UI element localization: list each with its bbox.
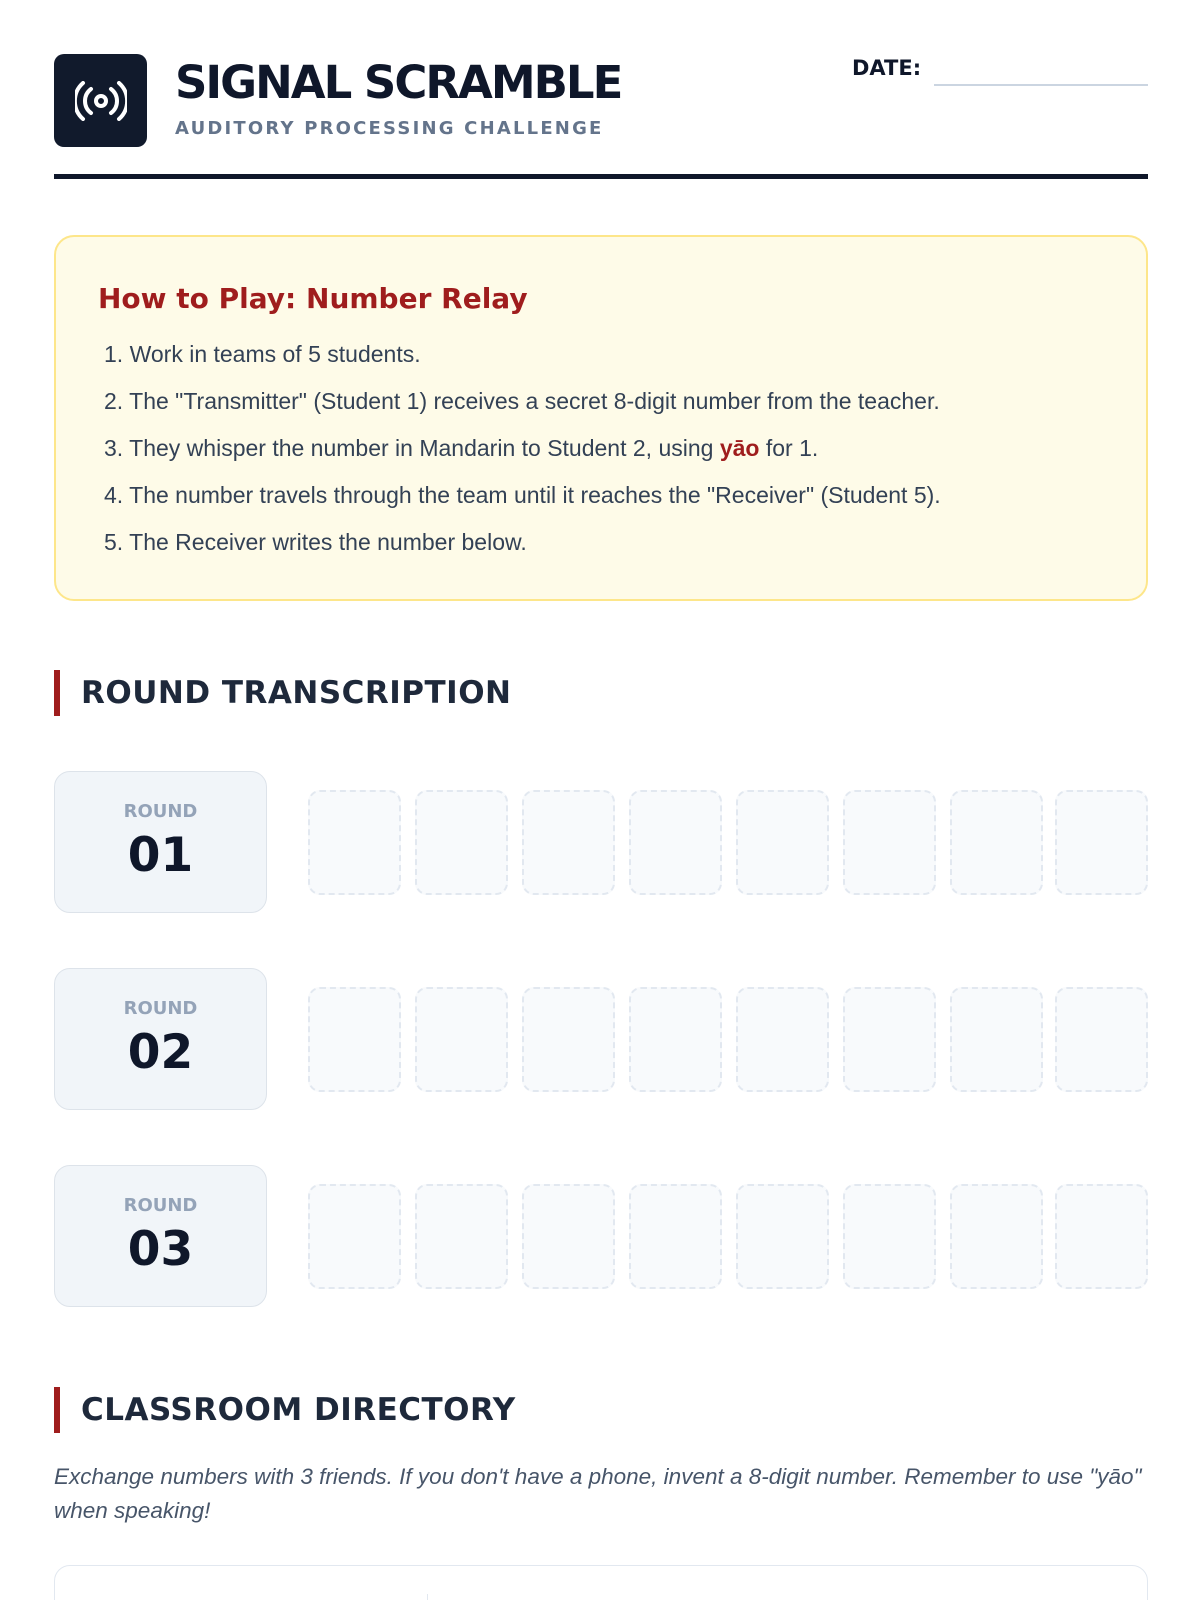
digit-box[interactable] bbox=[843, 790, 936, 895]
digit-box[interactable] bbox=[308, 790, 401, 895]
digit-box[interactable] bbox=[522, 1184, 615, 1289]
round-card bbox=[54, 771, 267, 913]
digit-box[interactable] bbox=[1055, 987, 1148, 1092]
digit-box[interactable] bbox=[950, 1184, 1043, 1289]
date-label: DATE: bbox=[852, 56, 922, 80]
instruction-list bbox=[104, 341, 941, 576]
digit-box[interactable] bbox=[1055, 790, 1148, 895]
worksheet-page bbox=[54, 0, 1148, 1600]
page-subtitle: AUDITORY PROCESSING CHALLENGE bbox=[175, 118, 604, 139]
digit-box[interactable] bbox=[415, 790, 508, 895]
round-number: 02 bbox=[127, 1025, 194, 1080]
digit-box[interactable] bbox=[736, 1184, 829, 1289]
broadcast-icon bbox=[75, 81, 127, 121]
directory-instructions: Exchange numbers with 3 friends. If you don't have a phone, invent a 8-digit number. Remember to use "yāo" when speaking! bbox=[54, 1464, 1142, 1523]
round-row bbox=[54, 968, 1148, 1110]
instruction-step: 5. The Receiver writes the number below. bbox=[104, 529, 527, 555]
section-title: ROUND TRANSCRIPTION bbox=[81, 675, 512, 711]
section-title: CLASSROOM DIRECTORY bbox=[81, 1392, 516, 1428]
highlight-word: yāo bbox=[719, 435, 760, 461]
column-divider bbox=[427, 1594, 428, 1600]
date-field[interactable] bbox=[934, 84, 1148, 86]
instruction-step: 3. They whisper the number in Mandarin to Student 2, using yāo for 1. bbox=[104, 435, 819, 461]
how-to-play-title: How to Play: Number Relay bbox=[98, 282, 528, 315]
digit-box[interactable] bbox=[308, 1184, 401, 1289]
section-accent-bar bbox=[54, 670, 60, 716]
directory-table[interactable] bbox=[54, 1565, 1148, 1600]
digit-box[interactable] bbox=[308, 987, 401, 1092]
instruction-step: 1. Work in teams of 5 students. bbox=[104, 341, 421, 367]
round-number: 03 bbox=[127, 1222, 194, 1277]
digit-box[interactable] bbox=[629, 790, 722, 895]
round-card bbox=[54, 968, 267, 1110]
digit-box[interactable] bbox=[736, 987, 829, 1092]
round-label: ROUND bbox=[123, 801, 198, 822]
logo bbox=[54, 54, 147, 147]
digit-box[interactable] bbox=[1055, 1184, 1148, 1289]
digit-box[interactable] bbox=[629, 987, 722, 1092]
page-title: SIGNAL SCRAMBLE bbox=[175, 56, 622, 109]
header-divider bbox=[54, 174, 1148, 179]
digit-box[interactable] bbox=[415, 1184, 508, 1289]
digit-box[interactable] bbox=[629, 1184, 722, 1289]
round-card bbox=[54, 1165, 267, 1307]
digit-box[interactable] bbox=[843, 1184, 936, 1289]
digit-box[interactable] bbox=[950, 790, 1043, 895]
digit-box[interactable] bbox=[950, 987, 1043, 1092]
how-to-play-panel bbox=[54, 235, 1148, 601]
digit-box[interactable] bbox=[522, 790, 615, 895]
round-row bbox=[54, 1165, 1148, 1307]
instruction-step: 2. The "Transmitter" (Student 1) receives a secret 8-digit number from the teacher. bbox=[104, 388, 940, 414]
digit-box[interactable] bbox=[522, 987, 615, 1092]
round-label: ROUND bbox=[123, 998, 198, 1019]
digit-box[interactable] bbox=[736, 790, 829, 895]
digit-box[interactable] bbox=[843, 987, 936, 1092]
round-number: 01 bbox=[127, 828, 194, 883]
round-row bbox=[54, 771, 1148, 913]
worksheet-header bbox=[54, 54, 1148, 182]
section-accent-bar bbox=[54, 1387, 60, 1433]
instruction-step: 4. The number travels through the team until it reaches the "Receiver" (Student 5). bbox=[104, 482, 941, 508]
round-label: ROUND bbox=[123, 1195, 198, 1216]
digit-box[interactable] bbox=[415, 987, 508, 1092]
